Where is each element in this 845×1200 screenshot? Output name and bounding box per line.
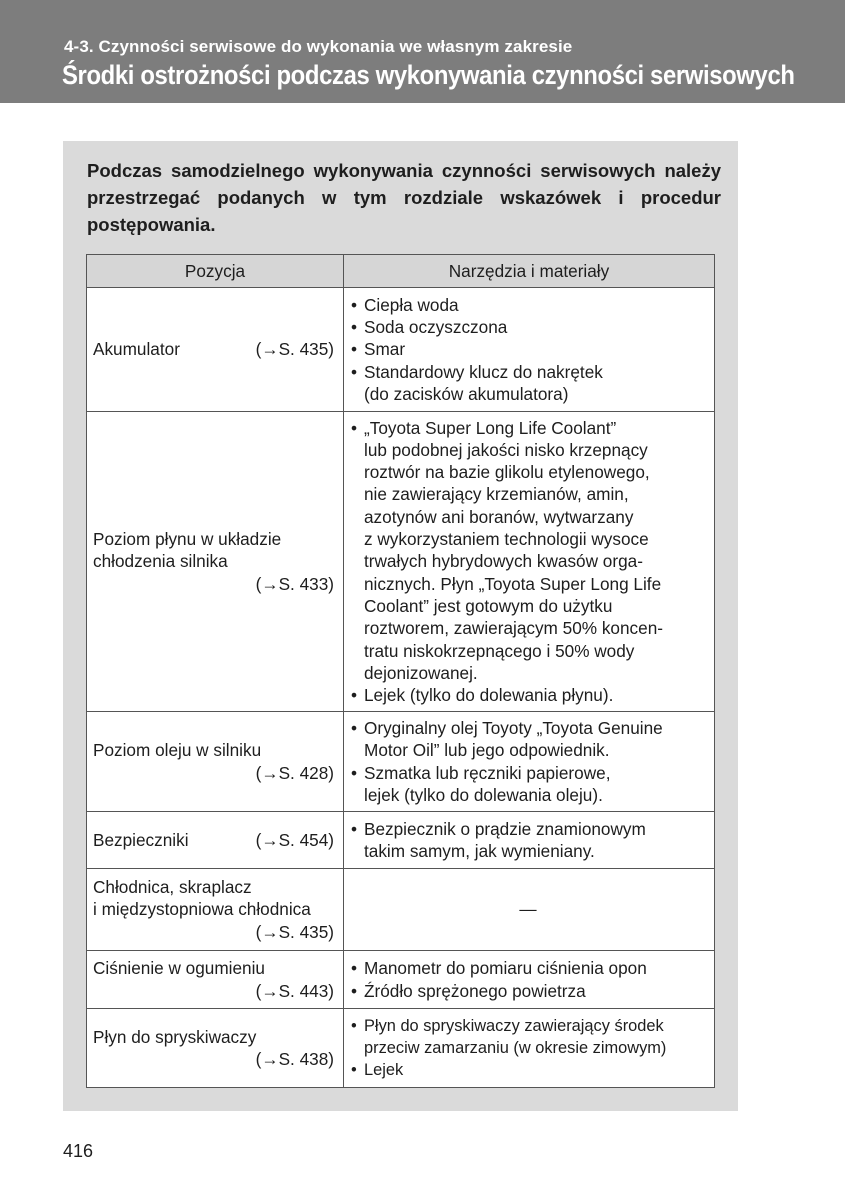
list-item: • Smar — [350, 338, 706, 360]
position-name: Poziom oleju w silniku — [93, 740, 262, 761]
chapter-header — [0, 0, 845, 103]
position-name: Chłodnica, skraplacz — [93, 877, 252, 898]
page-reference: (→S. 454) — [255, 829, 334, 850]
list-item: • Manometr do pomiaru ciśnienia opon — [350, 957, 706, 979]
list-item: • Bezpiecznik o prądzie znamionowym takim samym, jak wymieniany. — [350, 818, 706, 863]
list-item: • Oryginalny olej Toyoty „Toyota Genuine Motor Oil” lub jego odpowiednik. — [350, 717, 706, 762]
table-row — [87, 869, 715, 951]
position-name: Płyn do spryskiwaczy — [93, 1026, 257, 1047]
position-cell — [87, 1009, 344, 1088]
column-header-position: Pozycja — [87, 255, 344, 288]
position-cell — [87, 812, 344, 869]
list-item: • Źródło sprężonego powietrza — [350, 980, 706, 1002]
page-title: Środki ostrożności podczas wykonywania czynności serwisowych — [62, 60, 795, 90]
table-row — [87, 288, 715, 412]
tools-table — [86, 254, 715, 1088]
position-cell — [87, 951, 344, 1009]
page-reference: (→S. 438) — [255, 1049, 334, 1069]
page-reference: (→S. 435) — [255, 339, 334, 360]
list-item: • „Toyota Super Long Life Coolant” lub podobnej jakości nisko krzepnący roztwór na bazie glikolu etylenowego, nie zawierający krzemianów, amin, azotynów ani boranów, wytwarzany z wykorzystaniem technologii wysoce trwałych hybrydowych kwasów orga- nicznych. Płyn „Toyota Super Long Life Coolant” jest gotowym do użytku roztworem, zawierającym 50% koncen- tratu niskokrzepnącego i 50% wody dejonizowanej. — [350, 417, 706, 685]
table-row — [87, 951, 715, 1009]
tools-cell: — — [344, 869, 715, 951]
position-name: chłodzenia silnika — [93, 551, 228, 572]
position-cell — [87, 869, 344, 951]
list-item: • Soda oczyszczona — [350, 316, 706, 338]
position-cell — [87, 288, 344, 412]
position-name: Bezpieczniki — [93, 829, 189, 850]
intro-paragraph: Podczas samodzielnego wykonywania czynności serwisowych należy przestrzegać podanych w tym rozdziale wskazówek i procedur postępowania. — [87, 160, 721, 235]
position-name: Poziom płynu w układzie — [93, 529, 282, 550]
page-reference: (→S. 428) — [255, 762, 334, 783]
list-item: • Standardowy klucz do nakrętek (do zacisków akumulatora) — [350, 361, 706, 406]
page-number: 416 — [63, 1141, 94, 1161]
tools-cell — [344, 712, 715, 812]
table-row — [87, 812, 715, 869]
table-row — [87, 1009, 715, 1088]
list-item: • Płyn do spryskiwaczy zawierający środek przeciw zamarzaniu (w okresie zimowym) — [350, 1015, 706, 1060]
column-header-tools: Narzędzia i materiały — [344, 255, 715, 288]
tools-cell — [344, 288, 715, 412]
section-title: 4-3. Czynności serwisowe do wykonania we własnym zakresie — [64, 37, 573, 56]
position-name: Akumulator — [93, 339, 180, 360]
table-row — [87, 712, 715, 812]
position-cell — [87, 412, 344, 712]
position-cell — [87, 712, 344, 812]
list-item: • Lejek — [350, 1059, 706, 1081]
list-item: • Ciepła woda — [350, 294, 706, 316]
tools-cell — [344, 412, 715, 712]
page-reference: (→S. 435) — [255, 921, 334, 942]
table-row — [87, 412, 715, 712]
table-header-row — [87, 255, 715, 288]
tools-cell — [344, 812, 715, 869]
list-item: • Lejek (tylko do dolewania płynu). — [350, 684, 706, 706]
position-name: i międzystopniowa chłodnica — [93, 899, 311, 920]
tools-cell — [344, 951, 715, 1009]
page-reference: (→S. 443) — [255, 980, 334, 1001]
position-name: Ciśnienie w ogumieniu — [93, 958, 265, 979]
tools-cell — [344, 1009, 715, 1088]
page-reference: (→S. 433) — [255, 573, 334, 594]
list-item: • Szmatka lub ręczniki papierowe, lejek (tylko do dolewania oleju). — [350, 762, 706, 807]
